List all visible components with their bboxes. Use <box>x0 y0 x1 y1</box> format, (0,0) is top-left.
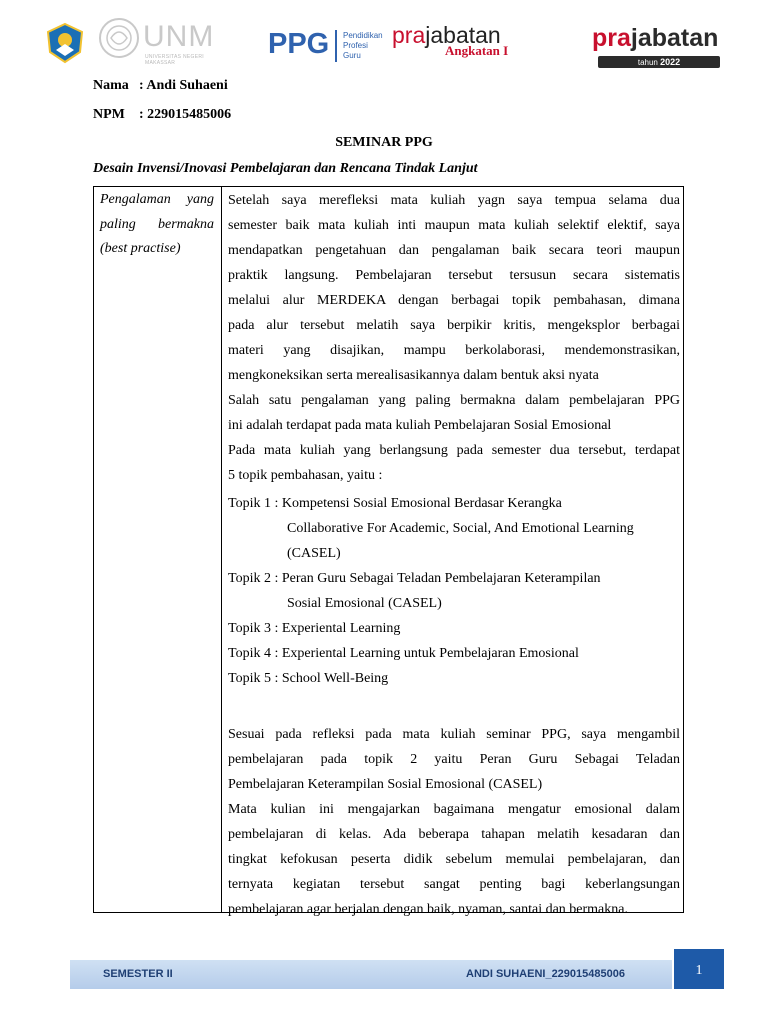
paragraph-selected-topic <box>228 722 680 797</box>
footer-semester: SEMESTER II <box>103 968 173 980</box>
prajabatan-right-jabatan: jabatan <box>630 24 719 52</box>
list-item-continuation: Sosial Emosional (CASEL) <box>287 596 442 611</box>
npm-label: NPM <box>93 107 125 122</box>
unm-logo-text: UNM <box>143 20 215 53</box>
prajabatan-logo-right <box>592 24 718 53</box>
left-cell-line: Pengalaman yang <box>100 192 214 207</box>
list-item: Topik 4 : Experiental Learning untuk Pembelajaran Emosional <box>228 646 579 661</box>
angkatan-label: Angkatan I <box>445 43 509 58</box>
text-line: Pembelajaran Keterampilan Sosial Emosional (CASEL) <box>228 777 543 792</box>
text-line: mengkoneksikan serta merealisasikannya dalam bentuk aksi nyata <box>228 368 599 383</box>
text-line: pembelajaran agar berjalan dengan baik, nyaman, santai dan bermakna. <box>228 902 628 917</box>
text-line: Setelah saya merefleksi mata kuliah yagn saya tempua selama dua <box>228 193 680 208</box>
text-line: ternyata kegiatan tersebut sangat penting bagi keberlangsungan <box>228 877 680 892</box>
text-line: semester baik mata kuliah inti maupun mata kuliah selektif elektif, saya <box>228 218 680 233</box>
page-title: SEMINAR PPG <box>335 135 433 150</box>
prajabatan-right-pra: pra <box>592 24 631 52</box>
document-subtitle: Desain Invensi/Inovasi Pembelajaran dan Rencana Tindak Lanjut <box>93 161 478 176</box>
unm-emblem-icon <box>97 16 141 60</box>
paragraph-topics-intro <box>228 438 680 488</box>
table-column-divider <box>221 186 222 913</box>
unm-subtitle: UNIVERSITAS NEGERI MAKASSAR <box>145 54 204 66</box>
topic-list <box>228 491 680 691</box>
ppg-subtitle-line: Pendidikan <box>343 31 383 40</box>
paragraph-meaningful <box>228 388 680 438</box>
text-line: pembelajaran di kelas. Ada beberapa tahapan melatih kesadaran dan <box>228 827 680 842</box>
text-line: Pada mata kuliah yang berlangsung pada semester dua tersebut, terdapat <box>228 443 680 458</box>
text-line: tingkat kefokusan peserta didik sebelum memulai pembelajaran, dan <box>228 852 680 867</box>
list-item: Topik 3 : Experiental Learning <box>228 621 401 636</box>
text-line: Sesuai pada refleksi pada mata kuliah seminar PPG, saya mengambil <box>228 727 680 742</box>
tahun-value: 2022 <box>660 57 681 67</box>
text-line: mendapatkan pengetahuan dan pengalaman baik secara teori maupun <box>228 243 680 258</box>
text-line: Salah satu pengalaman yang paling bermakna dalam pembelajaran PPG <box>228 393 680 408</box>
footer-author: ANDI SUHAENI_229015485006 <box>466 968 625 980</box>
paragraph-spacer <box>228 691 680 722</box>
paragraph-reflection <box>228 188 680 388</box>
text-line: ini adalah terdapat pada mata kuliah Pembelajaran Sosial Emosional <box>228 418 612 433</box>
text-line: melalui alur MERDEKA dengan berbagai topik pembahasan, dimana <box>228 293 680 308</box>
paragraph-course-summary <box>228 797 680 922</box>
ppg-subtitle-line: Profesi <box>343 41 368 50</box>
npm-value: : 229015485006 <box>139 107 232 122</box>
page-number: 1 <box>674 949 724 989</box>
text-line: pada alur tersebut melatih saya berpikir kritis, mengeksplor berbagai <box>228 318 680 333</box>
name-label: Nama <box>93 78 129 93</box>
ppg-logo-text: PPG <box>268 28 330 60</box>
list-item: Topik 5 : School Well-Being <box>228 671 389 686</box>
ppg-subtitle-line: Guru <box>343 51 361 60</box>
left-cell-line: paling bermakna <box>100 216 214 232</box>
identity-name-row <box>93 78 228 94</box>
text-line: pembelajaran pada topik 2 yaitu Peran Guru Sebagai Teladan <box>228 752 680 767</box>
list-item-continuation: Collaborative For Academic, Social, And Emotional Learning <box>287 521 634 536</box>
name-value: : Andi Suhaeni <box>139 78 228 93</box>
prajabatan-mid-pra: pra <box>392 22 426 48</box>
left-cell-line: (best practise) <box>100 241 181 256</box>
table-right-cell <box>228 188 680 922</box>
list-item: Topik 1 : Kompetensi Sosial Emosional Berdasar Kerangka <box>228 496 562 511</box>
text-line: praktik langsung. Pembelajaran tersebut tersusun secara sistematis <box>228 268 680 283</box>
prajabatan-mid-jabatan: jabatan <box>425 22 501 48</box>
text-line: 5 topik pembahasan, yaitu : <box>228 468 383 483</box>
ppg-divider <box>335 30 337 62</box>
table-left-cell <box>100 188 214 262</box>
text-line: materi yang disajikan, mampu berkolaborasi, mendemonstrasikan, <box>228 343 680 358</box>
tahun-badge <box>598 56 720 68</box>
unm-logo <box>97 14 235 64</box>
identity-npm-row <box>93 107 231 123</box>
kemdikbud-logo-icon <box>42 22 88 64</box>
list-item: Topik 2 : Peran Guru Sebagai Teladan Pembelajaran Keterampilan <box>228 571 601 586</box>
text-line: Mata kulian ini mengajarkan bagaimana mengatur emosional dalam <box>228 802 680 817</box>
tahun-label: tahun <box>637 58 658 67</box>
list-item-continuation: (CASEL) <box>287 546 341 561</box>
